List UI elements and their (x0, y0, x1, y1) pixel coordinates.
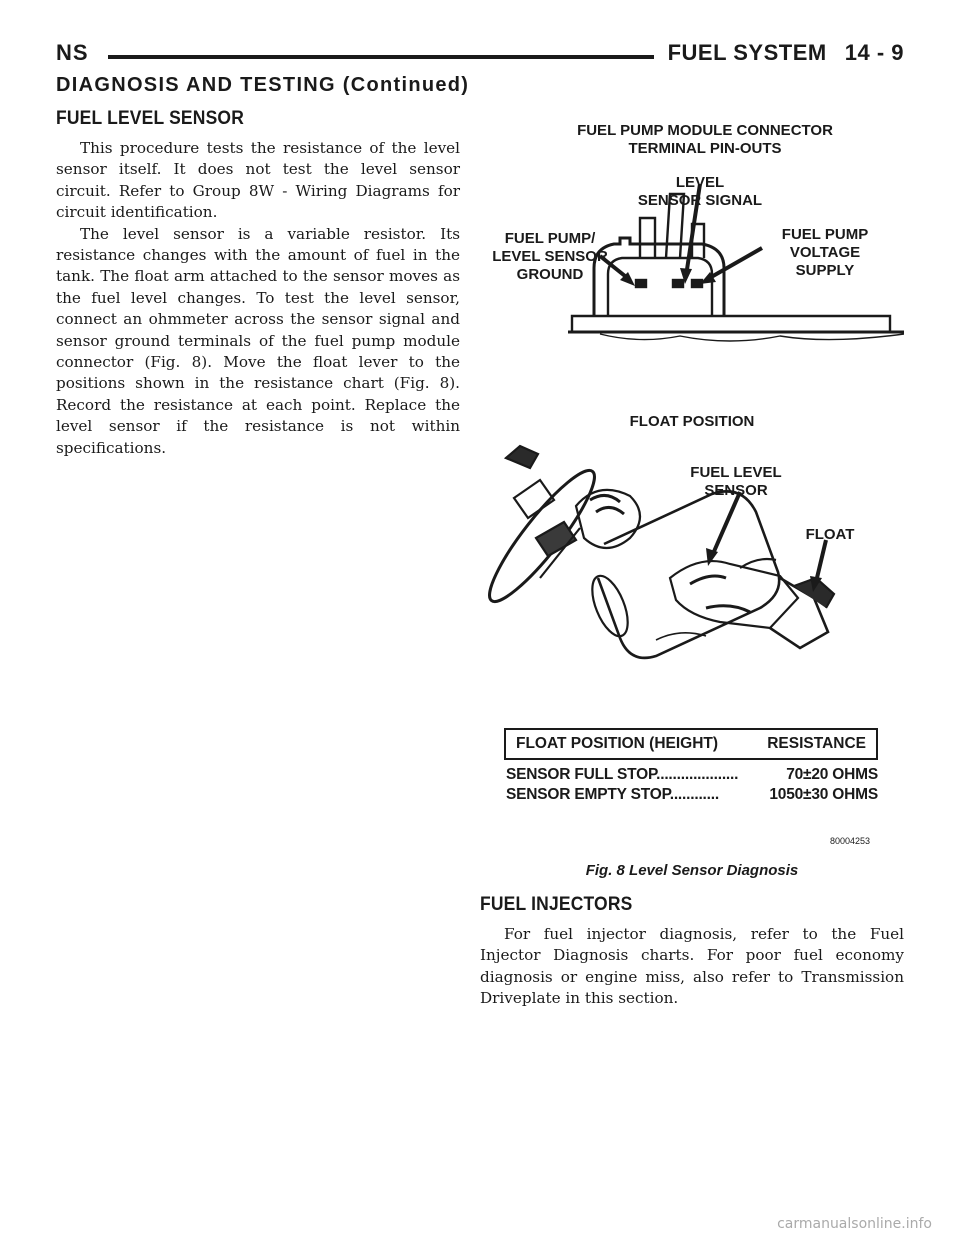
header-rule (108, 55, 654, 59)
empty-stop-position: SENSOR EMPTY STOP............ (506, 786, 719, 803)
continued-heading: DIAGNOSIS AND TESTING (Continued) (56, 74, 470, 96)
voltage-supply-line-2: VOLTAGE (789, 244, 861, 261)
fuel-injectors-paragraph: For fuel injector diagnosis, refer to the Fuel Injector Diagnosis charts. For poor fuel economy diagnosis or engine miss, also refer to Transmission Driveplate in this section. (480, 925, 904, 1008)
fuel-level-sensor-heading: FUEL LEVEL SENSOR (56, 108, 245, 129)
ground-line-2: LEVEL SENSOR (492, 248, 608, 265)
fuel-level-sensor-line-1: FUEL LEVEL (690, 464, 782, 481)
table-row (504, 786, 878, 804)
full-stop-resistance: 70±20 OHMS (786, 766, 878, 783)
fuel-level-sensor-paragraph-1: This procedure tests the resistance of the level sensor itself. It does not test the level sensor circuit. Refer to Group 8W - Wiring Diagrams for circuit identification. (56, 139, 460, 222)
model-code: NS (56, 40, 89, 65)
voltage-supply-label (760, 226, 890, 280)
fuel-injectors-heading: FUEL INJECTORS (480, 894, 633, 915)
resistance-column-header: RESISTANCE (767, 735, 866, 752)
section-name: FUEL SYSTEM (667, 40, 827, 65)
float-position-label: FLOAT POSITION (629, 413, 755, 430)
header-section (668, 40, 904, 66)
table-row (504, 766, 878, 784)
ground-line-3: GROUND (516, 266, 584, 283)
level-sensor-signal-line-2: SENSOR SIGNAL (637, 192, 763, 209)
voltage-supply-line-3: SUPPLY (795, 262, 855, 279)
full-stop-position: SENSOR FULL STOP.................... (506, 766, 739, 783)
voltage-supply-line-1: FUEL PUMP (781, 226, 869, 243)
page-header (56, 40, 904, 74)
level-sensor-signal-label (630, 174, 770, 210)
connector-title-line-2: TERMINAL PIN-OUTS (628, 140, 782, 157)
empty-stop-resistance: 1050±30 OHMS (769, 786, 878, 803)
fuel-level-sensor-line-2: SENSOR (704, 482, 768, 499)
float-position-column-header: FLOAT POSITION (HEIGHT) (516, 735, 719, 752)
connector-title-line-1: FUEL PUMP MODULE CONNECTOR (577, 122, 833, 139)
figure-caption: Fig. 8 Level Sensor Diagnosis (585, 862, 799, 879)
watermark: carmanualsonline.info (777, 1216, 932, 1232)
fuel-level-sensor-paragraph-2: The level sensor is a variable resistor. Its resistance changes with the amount of fuel in the tank. The float arm attached to the sensor moves as the fuel level changes. To test the level sensor, connect an ohmmeter across the sensor signal and sensor ground terminals of the fuel pump module connector (Fig. 8). Move the float lever to the positions shown in the resistance chart (Fig. 8). Record the resistance at each point. Replace the level sensor if the resistance is not within specifications. (56, 224, 460, 457)
right-column (480, 108, 904, 1010)
fuel-level-sensor-label (676, 464, 796, 500)
resistance-table (504, 728, 878, 804)
connector-title (540, 122, 870, 158)
float-label: FLOAT (805, 526, 855, 543)
figure-8 (480, 108, 904, 884)
figure-id: 80004253 (830, 836, 871, 846)
arrowheads (620, 268, 716, 286)
page-number: 14 - 9 (844, 40, 904, 65)
level-sensor-signal-line-1: LEVEL (675, 174, 725, 191)
ground-line-1: FUEL PUMP/ (504, 230, 596, 247)
ground-label (480, 230, 620, 284)
resistance-table-header (504, 728, 878, 760)
fuel-injectors-section (480, 894, 904, 1010)
left-column (56, 108, 460, 459)
